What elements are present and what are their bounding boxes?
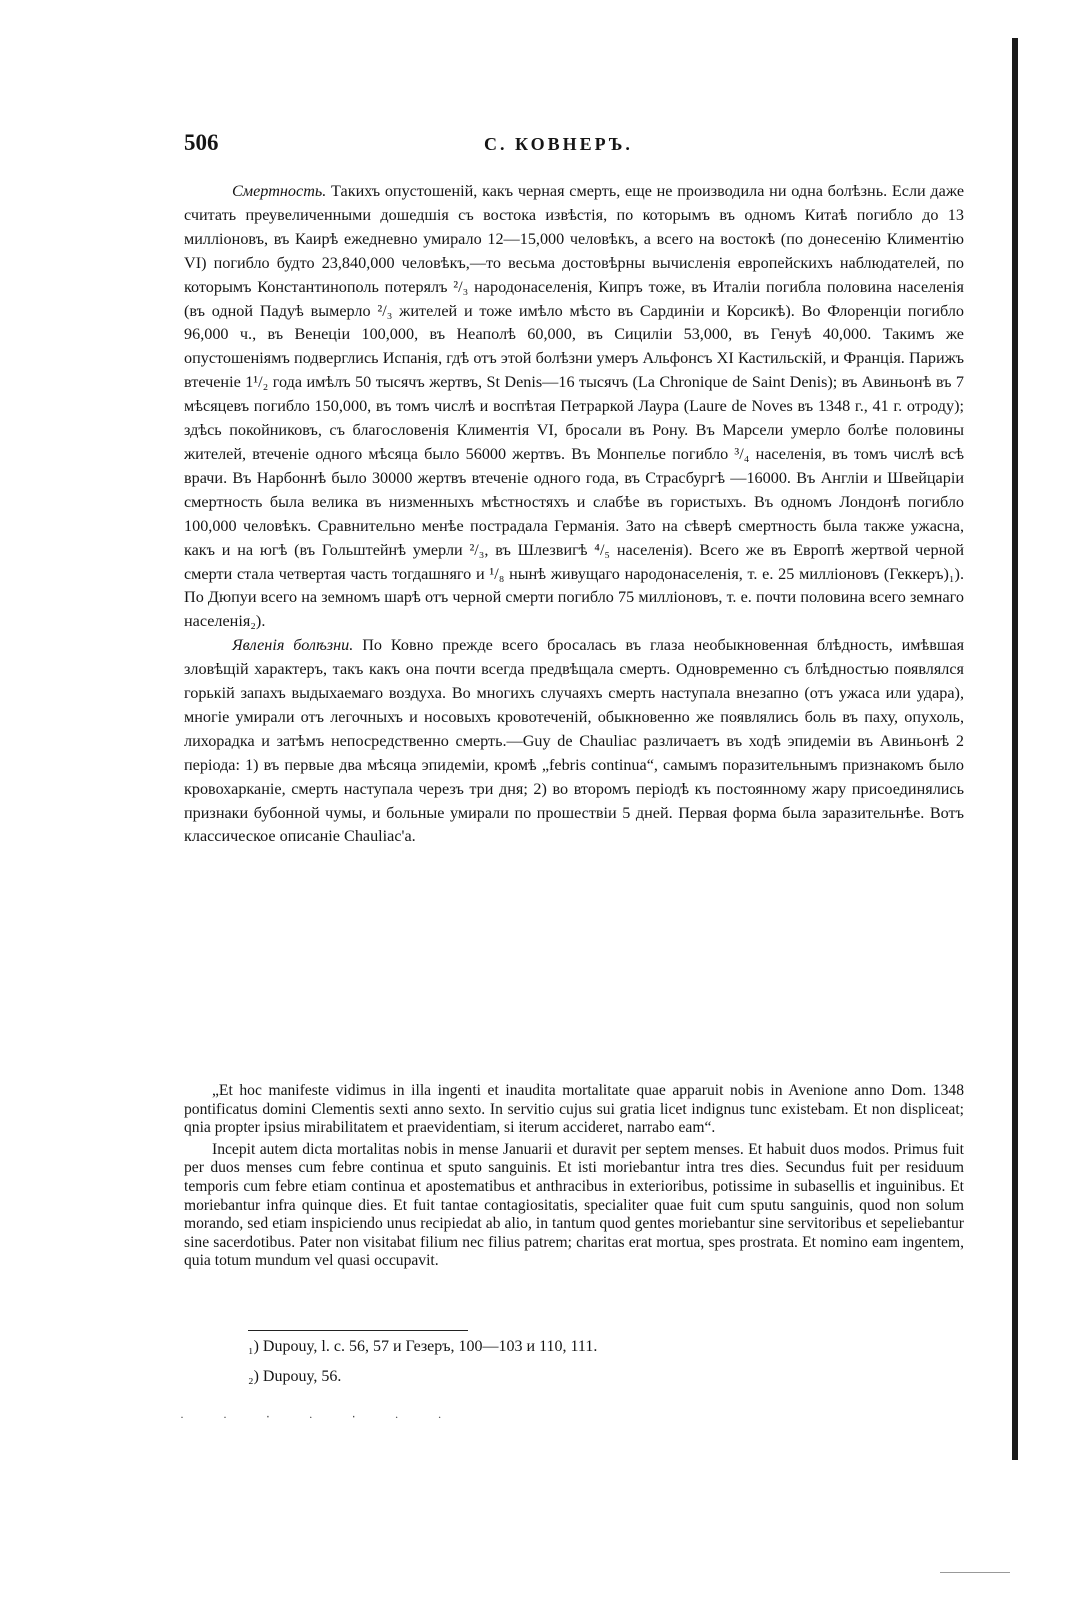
footnotes bbox=[248, 1332, 848, 1392]
latin-paragraph: Incepit autem dicta mortalitas nobis in mense Januarii et duravit per septem menses. Et habuit duos modos. Primus fuit per duos menses cum febre continua et sputo sanguinis. Et isti moriebantur intra tres dies. Secundus fuit per residuum temporis cum febre etiam continua et apostematibus et anthracibus in exterioribus, potissime in subasellis et inguinibus. Et moriebantur infra quinque dies. Et fuit tantae contagiositatis, specialiter quae fuit cum sputu sanguinis, quod non solum morando, sed etiam inspiciendo unus recipiedat ab alio, in tantum quod gentes moriebantur sine servitoribus et sepeliebantur sine sacerdotibus. Pater non visitabat filium nec filius patrem; charitas erat mortua, spes prostrata. Et nomino eam ingentem, quia totum mundum vel quasi occupavit. bbox=[184, 1140, 964, 1270]
main-text bbox=[184, 180, 964, 849]
paragraph-symptoms bbox=[184, 634, 964, 849]
page-number: 506 bbox=[184, 130, 219, 155]
paragraph-mortality bbox=[184, 180, 964, 634]
scan-edge-line bbox=[940, 1572, 1010, 1573]
paragraph-heading: Смертность. bbox=[232, 182, 327, 200]
scan-specks: · · ‧ · ‧ · · bbox=[180, 1410, 460, 1424]
paragraph-text: Такихъ опустошеній, какъ черная смерть, еще не производила ни одна болѣзнь. Если даже считать преувеличенными дошедшія съ востока извѣстія, по которымъ въ одномъ Китаѣ погибло до 13 милліоновъ, въ Каирѣ ежедневно умирало 12—15,000 человѣкъ, а всего на востокѣ (по донесенію Климентію VI) погибло будто 23,840,000 человѣкъ,—то весьма достовѣрны вычисленія европейскихъ наблюдателей, по которымъ Константинополь потерялъ ²/₃ народонаселенія, Кипръ тоже, въ Италіи погибла половина населенія (въ одной Падуѣ вымерло ²/₃ жителей и тоже имѣло мѣсто въ Сардиніи и Корсикѣ). Во Флоренціи погибло 96,000 ч., въ Венеціи 100,000, въ Неаполѣ 60,000, въ Сициліи 53,000, въ Генуѣ 40,000. Такимъ же опустошеніямъ подверглись Испанія, гдѣ отъ этой болѣзни умеръ Альфонсъ XI Кастильскій, и Франція. Парижъ втеченіе 1¹/₂ года имѣлъ 50 тысячъ жертвъ, St Denis—16 тысячъ (La Chronique de Saint Denis); въ Авиньонѣ въ 7 мѣсяцевъ погибло 150,000, въ томъ числѣ и воспѣтая Петраркой Лаура (Laure de Noves въ 1348 г., 41 г. отроду); здѣсь покойниковъ, съ благословенія Климентія VI, бросали въ Рону. Въ Марсели умерло болѣе половины жителей, втеченіе одного мѣсяца было 56000 жертвъ. Въ Монпелье погибло ³/₄ населенія, въ томъ числѣ всѣ врачи. Въ Нарбоннѣ было 30000 жертвъ втеченіе одного года, въ Страсбургѣ —16000. Въ Англіи и Швейцаріи смертность была велика въ низменныхъ мѣстностяхъ и слабѣе въ гористыхъ. Въ одномъ Лондонѣ погибло 100,000 человѣкъ. Сравнительно менѣе пострадала Германія. Зато на сѣверѣ смертность была также ужасна, какъ и на югѣ (въ Гольштейнѣ умерли ²/₃, въ Шлезвигѣ ⁴/₅ населенія). Всего же въ Европѣ жертвой черной смерти стала четвертая часть тогдашняго и ¹/₈ нынѣ живущаго народонаселенія, т. е. 25 милліоновъ (Геккеръ)₁). По Дюпуи всего на земномъ шарѣ отъ черной смерти погибло 75 милліоновъ, т. е. почти половина всего земнаго населенія₂). bbox=[184, 182, 965, 631]
paragraph-text: По Ковно прежде всего бросалась въ глаза необыкновенная блѣдность, имѣвшая зловѣщій характеръ, такъ какъ она почти всегда предвѣщала смерть. Одновременно съ блѣдностью появлялся горькій запахъ выдыхаемаго воздуха. Во многихъ случаяхъ смерть наступала внезапно (отъ ужаса или удара), многіе умирали отъ легочныхъ и носовыхъ кровотеченій, обыкновенно же появлялись боль въ паху, опухоль, лихорадка и затѣмъ непосредственно смерть.—Guy de Chauliac различаетъ въ ходѣ эпидеміи въ Авиньонѣ 2 періода: 1) въ первые два мѣсяца эпидеміи, кромѣ „febris continua“, самымъ поразительнымъ признакомъ было кровохарканіе, смерть наступала черезъ три дня; 2) во второмъ періодѣ къ постоянному жару присоединялись признаки бубонной чумы, и больные умирали по прошествіи 5 дней. Первая форма была заразительнѣе. Вотъ классическое описаніе Chauliac'а. bbox=[184, 636, 965, 846]
footnote: ₂) Dupouy, 56. bbox=[248, 1368, 342, 1385]
running-head: С. КОВНЕРЪ. bbox=[484, 134, 633, 154]
footnote: ₁) Dupouy, l. c. 56, 57 и Гезеръ, 100—103 и 110, 111. bbox=[248, 1338, 598, 1355]
latin-quotation bbox=[184, 1082, 964, 1274]
page-header bbox=[184, 130, 964, 166]
footnote-divider bbox=[248, 1330, 468, 1331]
margin-rule bbox=[1012, 38, 1018, 1460]
paragraph-heading: Явленія болѣзни. bbox=[232, 636, 354, 655]
latin-paragraph: „Et hoc manifeste vidimus in illa ingenti et inaudita mortalitate quae apparuit nobis in Avenione anno Dom. 1348 pontificatus domini Clementis sexti anno sexto. In servitio cujus sui gratia licet indignus tunc existebam. Et non displiceat; qnia propter ipsius mirabilitatem et praevidentiam, si iterum accideret, narrabo eam“. bbox=[184, 1082, 964, 1137]
